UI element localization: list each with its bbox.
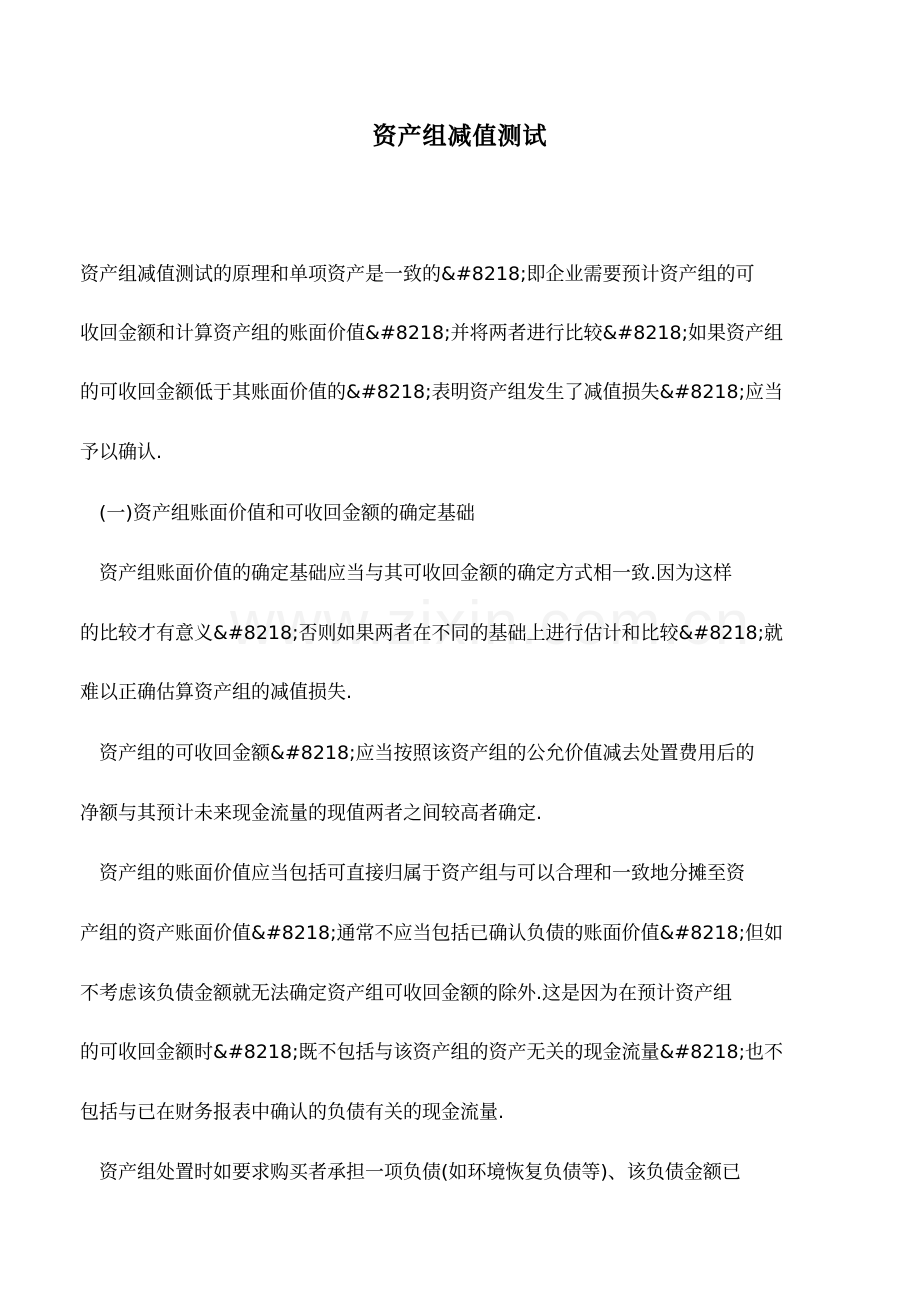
paragraph-line: 收回金额和计算资产组的账面价值&#8218;并将两者进行比较&#8218;如果资产组 [80, 322, 783, 344]
paragraph-line: 资产组的可收回金额&#8218;应当按照该资产组的公允价值减去处置费用后的 [80, 742, 755, 764]
paragraph-line: 资产组处置时如要求购买者承担一项负债(如环境恢复负债等)、该负债金额已 [80, 1161, 741, 1183]
paragraph-line: 的可收回金额低于其账面价值的&#8218;表明资产组发生了减值损失&#8218;应当 [80, 381, 783, 403]
paragraph-line: 资产组的账面价值应当包括可直接归属于资产组与可以合理和一致地分摊至资 [80, 862, 746, 884]
document-title: 资产组减值测试 [372, 121, 548, 150]
paragraph-line: 净额与其预计未来现金流量的现值两者之间较高者确定. [80, 802, 543, 824]
paragraph-line: 资产组账面价值的确定基础应当与其可收回金额的确定方式相一致.因为这样 [80, 562, 733, 584]
paragraph-line: 资产组减值测试的原理和单项资产是一致的&#8218;即企业需要预计资产组的可 [80, 263, 755, 285]
paragraph-line: 的比较才有意义&#8218;否则如果两者在不同的基础上进行估计和比较&#8218;就 [80, 622, 783, 644]
paragraph-line: 不考虑该负债金额就无法确定资产组可收回金额的除外.这是因为在预计资产组 [80, 982, 733, 1004]
paragraph-line: 的可收回金额时&#8218;既不包括与该资产组的资产无关的现金流量&#8218;也不 [80, 1041, 783, 1063]
paragraph-line: 包括与已在财务报表中确认的负债有关的现金流量. [80, 1101, 505, 1123]
paragraph-line: 产组的资产账面价值&#8218;通常不应当包括已确认负债的账面价值&#8218;但如 [80, 922, 783, 944]
paragraph-line: 难以正确估算资产组的减值损失. [80, 681, 353, 703]
paragraph-line: 予以确认. [80, 441, 163, 463]
section-heading: (一)资产组账面价值和可收回金额的确定基础 [80, 502, 475, 524]
